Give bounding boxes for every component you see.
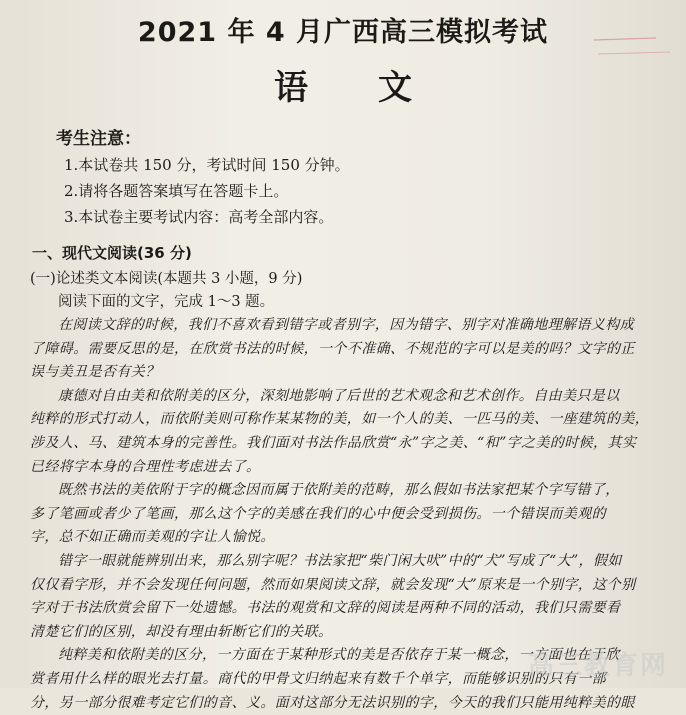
passage-line: 字对于书法欣赏会留下一处遗憾。书法的观赏和文辞的阅读是两种不同的活动，我们只需要看 — [30, 597, 658, 621]
passage-line: 清楚它们的区别，却没有理由斩断它们的关联。 — [30, 621, 658, 645]
passage-line: 误与美丑是否有关？ — [30, 361, 658, 385]
subject-char-1: 语 — [274, 60, 308, 109]
subsection-title: (一)论述类文本阅读(本题共 3 小题，9 分) — [30, 267, 302, 288]
notice-item-1: 1.本试卷共 150 分，考试时间 150 分钟。 — [64, 152, 350, 178]
passage-line: 分，另一部分很难考定它们的音、义。面对这部分无法识别的字，今天的我们只能用纯粹美的眼 — [30, 692, 658, 715]
passage-line: 赏者用什么样的眼光去打量。商代的甲骨文归纳起来有数千个单字，而能够识别的只有一部 — [30, 668, 658, 692]
watermark-logo: 高三教育网 — [528, 645, 668, 682]
passage-line: 仅仅看字形，并不会发现任何问题，然而如果阅读文辞，就会发现“大”原来是一个别字，这个别 — [30, 574, 658, 598]
passage-line: 错字一眼就能辨别出来，那么别字呢？书法家把“柴门闲大吠”中的“犬”写成了“大”，假如 — [30, 550, 658, 574]
notice-list — [64, 152, 350, 230]
passage-line: 在阅读文辞的时候，我们不喜欢看到错字或者别字，因为错字、别字对准确地理解语义构成 — [30, 314, 658, 338]
passage-line: 已经将字本身的合理性考虑进去了。 — [30, 456, 658, 480]
passage-line: 涉及人、马、建筑本身的完善性。我们面对书法作品欣赏“永”字之美、“和”字之美的时候，其实 — [30, 432, 658, 456]
notice-title: 考生注意： — [56, 124, 141, 149]
subject-char-2: 文 — [378, 60, 412, 109]
notice-item-3: 3.本试卷主要考试内容：高考全部内容。 — [64, 204, 350, 230]
section-title: 一、现代文阅读(36 分) — [32, 242, 192, 263]
passage-line: 纯粹美和依附美的区分，一方面在于某种形式的美是否依存于某一概念，一方面也在于欣 — [30, 644, 658, 668]
passage-line: 字，总不如正确而美观的字让人愉悦。 — [30, 526, 658, 550]
reading-instruction: 阅读下面的文字，完成 1～3 题。 — [58, 290, 274, 311]
passage-line: 康德对自由美和依附美的区分，深刻地影响了后世的艺术观念和艺术创作。自由美只是以 — [30, 385, 658, 409]
exam-title: 2021 年 4 月广西高三模拟考试 — [0, 10, 686, 49]
notice-item-2: 2.请将各题答案填写在答题卡上。 — [64, 178, 350, 204]
subject-title — [0, 60, 686, 109]
passage-line: 纯粹的形式打动人，而依附美则可称作某某物的美，如一个人的美、一匹马的美、一座建筑的美， — [30, 408, 658, 432]
passage-line: 既然书法的美依附于字的概念因而属于依附美的范畴，那么假如书法家把某个字写错了， — [30, 479, 658, 503]
passage-line: 多了笔画或者少了笔画，那么这个字的美感在我们的心中便会受到损伤。一个错误而美观的 — [30, 503, 658, 527]
passage-line: 了障碍。需要反思的是，在欣赏书法的时候，一个不准确、不规范的字可以是美的吗？文字的正 — [30, 338, 658, 362]
